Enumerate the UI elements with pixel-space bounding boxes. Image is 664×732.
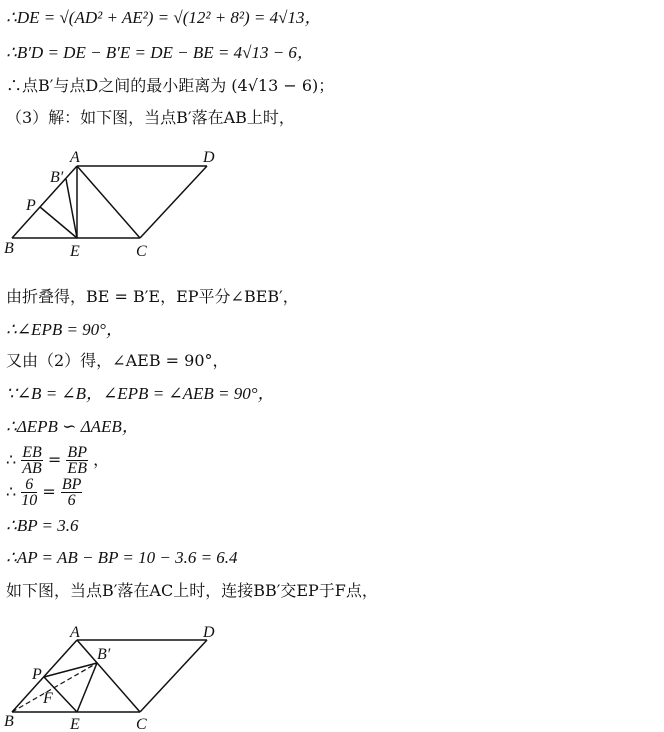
fraction-6-10 [21, 477, 37, 508]
fig2-label-p: P [32, 666, 42, 683]
fig2-dashed-bb1 [12, 663, 97, 712]
line-de-length: ∴DE = √(AD² + AE²) = √(12² + 8²) = 4√13， [6, 8, 322, 27]
fig2-label-a: A [70, 624, 80, 641]
fig1-label-b1: B′ [50, 169, 64, 186]
line-part3-case2: 如下图，当点B′落在AC上时，连接BB′交EP于F点， [6, 581, 378, 600]
line-angles: ∵∠B = ∠B，∠EPB = ∠AEB = 90°， [6, 384, 275, 403]
figure1-lines [12, 166, 207, 238]
line-ratio [6, 444, 109, 476]
line-fold: 由折叠得，BE = B′E，EP平分∠BEB′， [6, 287, 299, 306]
numerator: EB [22, 444, 42, 461]
line-ap-value: ∴AP = AB − BP = 10 − 3.6 = 6.4 [6, 548, 238, 567]
fraction-bp-6 [61, 477, 83, 508]
figure-case-ac [0, 612, 240, 732]
line-part3-case1: （3）解：如下图，当点B′落在AB上时， [6, 108, 295, 127]
fig1-label-c: C [136, 243, 147, 260]
fig2-label-b1: B′ [97, 646, 111, 663]
fig1-label-p: P [26, 197, 36, 214]
numerator: BP [61, 476, 82, 493]
therefore-symbol: ∴ [6, 450, 17, 469]
fig1-label-e: E [70, 243, 80, 260]
comma: ， [93, 450, 110, 469]
fig2-label-b: B [4, 713, 14, 730]
line-epb-90: ∴∠EPB = 90°， [6, 320, 123, 339]
therefore-symbol: ∴ [6, 482, 17, 501]
fraction-bp-eb [66, 445, 88, 476]
fig2-label-e: E [70, 716, 80, 732]
numerator: BP [67, 444, 87, 461]
equals-sign: = [42, 482, 56, 501]
numerator: 6 [21, 477, 37, 493]
line-ratio-values [6, 476, 82, 508]
line-aeb-90: 又由（2）得，∠AEB = 90°， [6, 351, 229, 370]
fig2-label-c: C [136, 716, 147, 732]
fig2-label-f: F [43, 690, 53, 707]
fig1-label-d: D [203, 149, 215, 166]
line-similar: ∴ΔEPB ∽ ΔAEB， [6, 417, 139, 436]
fraction-eb-ab [21, 445, 43, 476]
line-bp-value: ∴BP = 3.6 [6, 516, 79, 535]
fig1-label-a: A [70, 149, 80, 166]
figure-case-ab [0, 140, 240, 260]
line-b1d-length: ∴B′D = DE − B′E = DE − BE = 4√13 − 6， [6, 43, 314, 62]
denominator: 10 [21, 492, 38, 509]
line-min-distance: ∴点B′与点D之间的最小距离为 (4√13 − 6)； [6, 76, 335, 95]
equals-sign: = [47, 450, 62, 469]
fig2-label-d: D [203, 624, 215, 641]
denominator: AB [22, 460, 42, 477]
denominator: EB [67, 460, 87, 477]
fig1-label-b: B [4, 240, 14, 257]
denominator: 6 [67, 492, 76, 509]
